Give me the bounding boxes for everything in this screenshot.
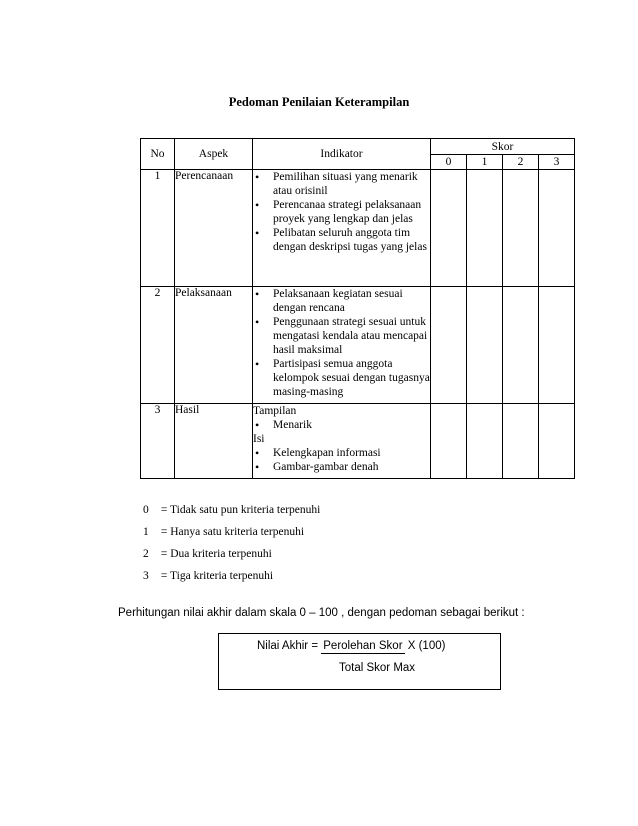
row-aspek: Hasil <box>175 404 253 479</box>
legend-score: 3 <box>143 570 149 582</box>
legend-score: 1 <box>143 526 149 538</box>
score-cell-0[interactable] <box>431 287 467 404</box>
indicator-group-label: Isi <box>253 433 265 445</box>
score-cell-0[interactable] <box>431 404 467 479</box>
row-indikator <box>253 170 431 287</box>
header-skor-0: 0 <box>431 155 467 170</box>
score-cell-2[interactable] <box>503 404 539 479</box>
indicator-item: • Pelaksanaan kegiatan sesuai dengan rencana <box>253 287 430 315</box>
table-row <box>141 404 575 479</box>
header-skor-1: 1 <box>467 155 503 170</box>
header-skor-2: 2 <box>503 155 539 170</box>
indicator-item: • Pelibatan seluruh anggota tim dengan deskripsi tugas yang jelas <box>253 226 430 254</box>
score-cell-1[interactable] <box>467 404 503 479</box>
header-no: No <box>141 139 175 170</box>
score-cell-2[interactable] <box>503 287 539 404</box>
legend-text: = Tiga kriteria terpenuhi <box>160 570 274 582</box>
formula-box <box>218 633 501 690</box>
indicator-item: • Pemilihan situasi yang menarik atau orisinil <box>253 170 430 198</box>
header-aspek: Aspek <box>175 139 253 170</box>
header-skor: Skor <box>431 139 575 155</box>
row-no: 2 <box>141 287 175 404</box>
score-cell-3[interactable] <box>539 170 575 287</box>
row-aspek: Pelaksanaan <box>175 287 253 404</box>
indicator-group-label: Tampilan <box>253 405 297 417</box>
page-title: Pedoman Penilaian Keterampilan <box>228 95 410 109</box>
formula-numerator-line <box>257 640 445 654</box>
legend-row <box>143 502 320 524</box>
formula-lhs: Nilai Akhir = <box>257 640 319 652</box>
row-aspek: Perencanaan <box>175 170 253 287</box>
indicator-item: • Perencanaa strategi pelaksanaan proyek yang lengkap dan jelas <box>253 198 430 226</box>
formula-intro: Perhitungan nilai akhir dalam skala 0 – 100 , dengan pedoman sebagai berikut : <box>118 607 525 619</box>
formula-denominator: Total Skor Max <box>339 662 416 674</box>
score-cell-3[interactable] <box>539 287 575 404</box>
row-indikator <box>253 404 431 479</box>
legend-row <box>143 546 320 568</box>
formula-multiplier: X (100) <box>407 640 446 652</box>
legend-score: 2 <box>143 548 149 560</box>
legend-row <box>143 524 320 546</box>
indicator-item: • Kelengkapan informasi <box>253 446 430 460</box>
header-indikator: Indikator <box>253 139 431 170</box>
score-legend <box>143 502 320 590</box>
header-skor-3: 3 <box>539 155 575 170</box>
indicator-item: • Partisipasi semua anggota kelompok sesuai dengan tugasnya masing-masing <box>253 357 430 399</box>
score-cell-2[interactable] <box>503 170 539 287</box>
table-row <box>141 287 575 404</box>
score-cell-1[interactable] <box>467 287 503 404</box>
indicator-item: • Menarik <box>253 418 430 432</box>
indicator-item: • Gambar-gambar denah <box>253 460 430 474</box>
legend-text: = Dua kriteria terpenuhi <box>160 548 272 560</box>
assessment-rubric-table <box>140 138 575 479</box>
legend-row <box>143 568 320 590</box>
score-cell-3[interactable] <box>539 404 575 479</box>
row-indikator <box>253 287 431 404</box>
score-cell-1[interactable] <box>467 170 503 287</box>
legend-text: = Hanya satu kriteria terpenuhi <box>160 526 305 538</box>
score-cell-0[interactable] <box>431 170 467 287</box>
row-no: 1 <box>141 170 175 287</box>
formula-numerator: Perolehan Skor <box>323 640 403 652</box>
table-row <box>141 170 575 287</box>
legend-text: = Tidak satu pun kriteria terpenuhi <box>160 504 321 516</box>
indicator-item: • Penggunaan strategi sesuai untuk mengatasi kendala atau mencapai hasil maksimal <box>253 315 430 357</box>
row-no: 3 <box>141 404 175 479</box>
legend-score: 0 <box>143 504 149 516</box>
